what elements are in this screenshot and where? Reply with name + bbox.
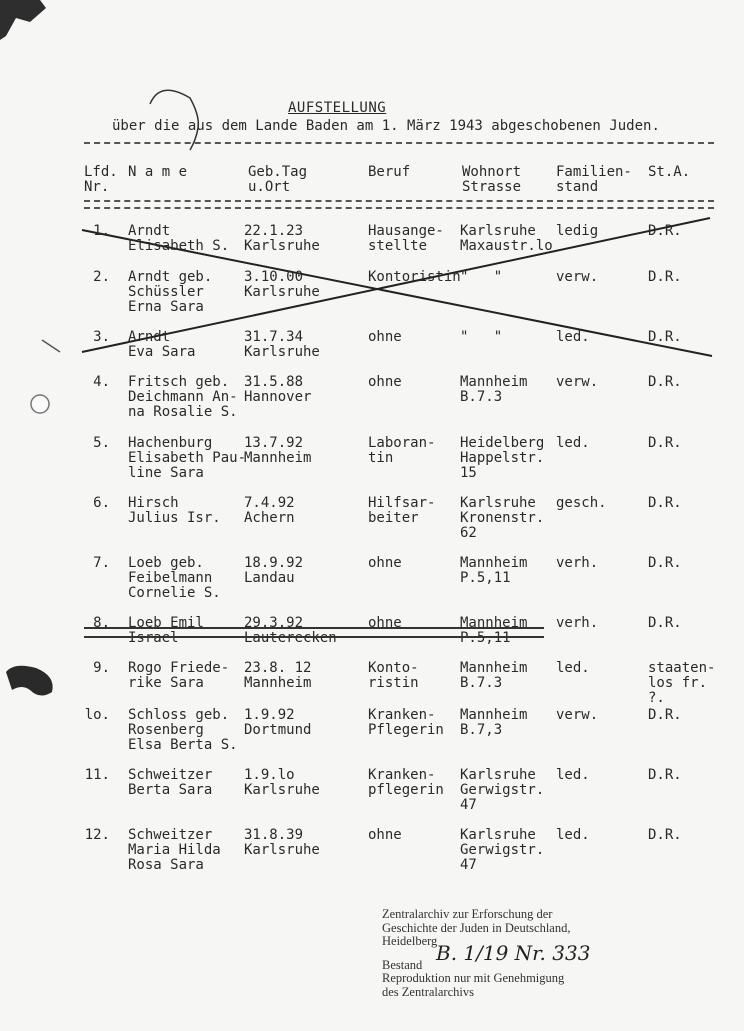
margin-tick-mark: [42, 340, 60, 352]
header-geb-tag: Geb.Tag: [248, 164, 308, 180]
document-title: AUFSTELLUNG: [288, 100, 387, 116]
row-citizenship: D.R.: [648, 269, 682, 285]
row-profession: ohne: [368, 374, 402, 390]
divider-top: [84, 142, 714, 144]
row-number: 6.: [93, 495, 110, 511]
row-name: Loeb Emil Israel: [128, 615, 204, 646]
row-name: Hirsch Julius Isr.: [128, 495, 221, 526]
punch-hole-top: [31, 395, 49, 413]
archive-line-6: des Zentralarchivs: [382, 984, 474, 999]
row-profession: Laboran- tin: [368, 435, 436, 466]
header-familienstand-1: Familien-: [556, 164, 632, 180]
row-number: 7.: [93, 555, 110, 571]
header-wohnort: Wohnort: [462, 164, 522, 180]
row-number: 11.: [84, 767, 110, 783]
row-address: Karlsruhe Kronenstr. 62: [460, 495, 545, 541]
row-citizenship: D.R.: [648, 495, 682, 511]
document-subtitle: über die aus dem Lande Baden am 1. März 1943 abgeschobenen Juden.: [112, 118, 660, 134]
divider-header-2: [84, 207, 714, 209]
torn-corner-mark: [0, 0, 46, 40]
archive-bestand-label: Bestand: [382, 957, 423, 972]
row-citizenship: D.R.: [648, 329, 682, 345]
row-birth: 3.10.00 Karlsruhe: [244, 269, 320, 300]
archive-line-5: Reproduktion nur mit Genehmigung: [382, 971, 565, 985]
row-marital-status: verw.: [556, 269, 599, 285]
header-beruf: Beruf: [368, 164, 411, 180]
archive-line-3: Heidelberg: [382, 934, 438, 948]
row-number: 4.: [93, 374, 110, 390]
row-birth: 31.8.39 Karlsruhe: [244, 827, 320, 858]
header-staatsangehoerigkeit: St.A.: [648, 164, 691, 180]
row-number: 9.: [93, 660, 110, 676]
row-address: Karlsruhe Gerwigstr. 47: [460, 767, 545, 813]
row-name: Rogo Friede- rike Sara: [128, 660, 230, 691]
row-birth: 13.7.92 Mannheim: [244, 435, 312, 466]
row-address: Mannheim B.7.3: [460, 660, 528, 691]
row-number: 2.: [93, 269, 110, 285]
row-address: Mannheim P.5,11: [460, 555, 528, 586]
row-name: Arndt Eva Sara: [128, 329, 196, 360]
row-address: Karlsruhe Gerwigstr. 47: [460, 827, 545, 873]
strike-row-8-line-2: [84, 636, 544, 638]
row-citizenship: D.R.: [648, 435, 682, 451]
row-name: Arndt Elisabeth S.: [128, 223, 230, 254]
row-address: Karlsruhe Maxaustr.lo: [460, 223, 553, 254]
row-profession: Konto- ristin: [368, 660, 419, 691]
row-citizenship: D.R.: [648, 223, 682, 239]
header-lfd: Lfd.: [84, 164, 118, 180]
row-name: Loeb geb. Feibelmann Cornelie S.: [128, 555, 221, 601]
row-marital-status: led.: [556, 767, 590, 783]
row-name: Hachenburg Elisabeth Pau- line Sara: [128, 435, 247, 481]
row-profession: Kontoristin: [368, 269, 461, 285]
row-address: Mannheim B.7,3: [460, 707, 528, 738]
row-profession: Kranken- Pflegerin: [368, 707, 444, 738]
row-address: Heidelberg Happelstr. 15: [460, 435, 545, 481]
row-marital-status: ledig: [556, 223, 599, 239]
row-name: Schweitzer Maria Hilda Rosa Sara: [128, 827, 221, 873]
row-citizenship: D.R.: [648, 615, 682, 631]
row-number: 1.: [93, 223, 110, 239]
row-citizenship: D.R.: [648, 767, 682, 783]
row-marital-status: gesch.: [556, 495, 607, 511]
row-citizenship: D.R.: [648, 827, 682, 843]
row-citizenship: D.R.: [648, 555, 682, 571]
row-name: Arndt geb. Schüssler Erna Sara: [128, 269, 213, 315]
row-birth: 29.3.92 Lauterecken: [244, 615, 337, 646]
row-birth: 7.4.92 Achern: [244, 495, 295, 526]
row-birth: 31.5.88 Hannover: [244, 374, 312, 405]
header-strasse: Strasse: [462, 179, 522, 195]
row-marital-status: verw.: [556, 374, 599, 390]
row-number: 8.: [93, 615, 110, 631]
row-birth: 23.8. 12 Mannheim: [244, 660, 312, 691]
row-birth: 18.9.92 Landau: [244, 555, 304, 586]
row-profession: ohne: [368, 615, 402, 631]
row-birth: 1.9.lo Karlsruhe: [244, 767, 320, 798]
row-marital-status: led.: [556, 660, 590, 676]
row-marital-status: led.: [556, 827, 590, 843]
row-marital-status: led.: [556, 435, 590, 451]
header-familienstand-2: stand: [556, 179, 599, 195]
row-address: Mannheim B.7.3: [460, 374, 528, 405]
row-number: 3.: [93, 329, 110, 345]
row-profession: Hilfsar- beiter: [368, 495, 436, 526]
row-birth: 1.9.92 Dortmund: [244, 707, 312, 738]
row-profession: Hausange- stellte: [368, 223, 444, 254]
row-citizenship: staaten- los fr. ?.: [648, 660, 716, 706]
row-name: Schloss geb. Rosenberg Elsa Berta S.: [128, 707, 238, 753]
row-name: Fritsch geb. Deichmann An- na Rosalie S.: [128, 374, 238, 420]
punch-hole-bottom: [6, 666, 53, 696]
row-address: " ": [460, 329, 503, 345]
header-geb-ort: u.Ort: [248, 179, 291, 195]
row-number: 5.: [93, 435, 110, 451]
row-marital-status: verw.: [556, 707, 599, 723]
row-profession: Kranken- pflegerin: [368, 767, 444, 798]
row-name: Schweitzer Berta Sara: [128, 767, 213, 798]
archive-line-2: Geschichte der Juden in Deutschland,: [382, 920, 571, 935]
archive-bestand-value: B. 1/19 Nr. 333: [436, 941, 591, 965]
row-profession: ohne: [368, 555, 402, 571]
row-address: Mannheim P.5,11: [460, 615, 528, 646]
row-number: lo.: [84, 707, 110, 723]
row-marital-status: verh.: [556, 555, 599, 571]
row-profession: ohne: [368, 329, 402, 345]
row-marital-status: verh.: [556, 615, 599, 631]
row-marital-status: led.: [556, 329, 590, 345]
header-nr: Nr.: [84, 179, 110, 195]
archive-line-1: Zentralarchiv zur Erforschung der: [382, 907, 553, 921]
divider-header-1: [84, 200, 714, 202]
row-citizenship: D.R.: [648, 707, 682, 723]
row-citizenship: D.R.: [648, 374, 682, 390]
row-profession: ohne: [368, 827, 402, 843]
strike-row-8-line-1: [84, 627, 544, 629]
row-address: " ": [460, 269, 503, 285]
row-number: 12.: [84, 827, 110, 843]
row-birth: 31.7.34 Karlsruhe: [244, 329, 320, 360]
row-birth: 22.1.23 Karlsruhe: [244, 223, 320, 254]
header-name: N a m e: [128, 164, 188, 180]
